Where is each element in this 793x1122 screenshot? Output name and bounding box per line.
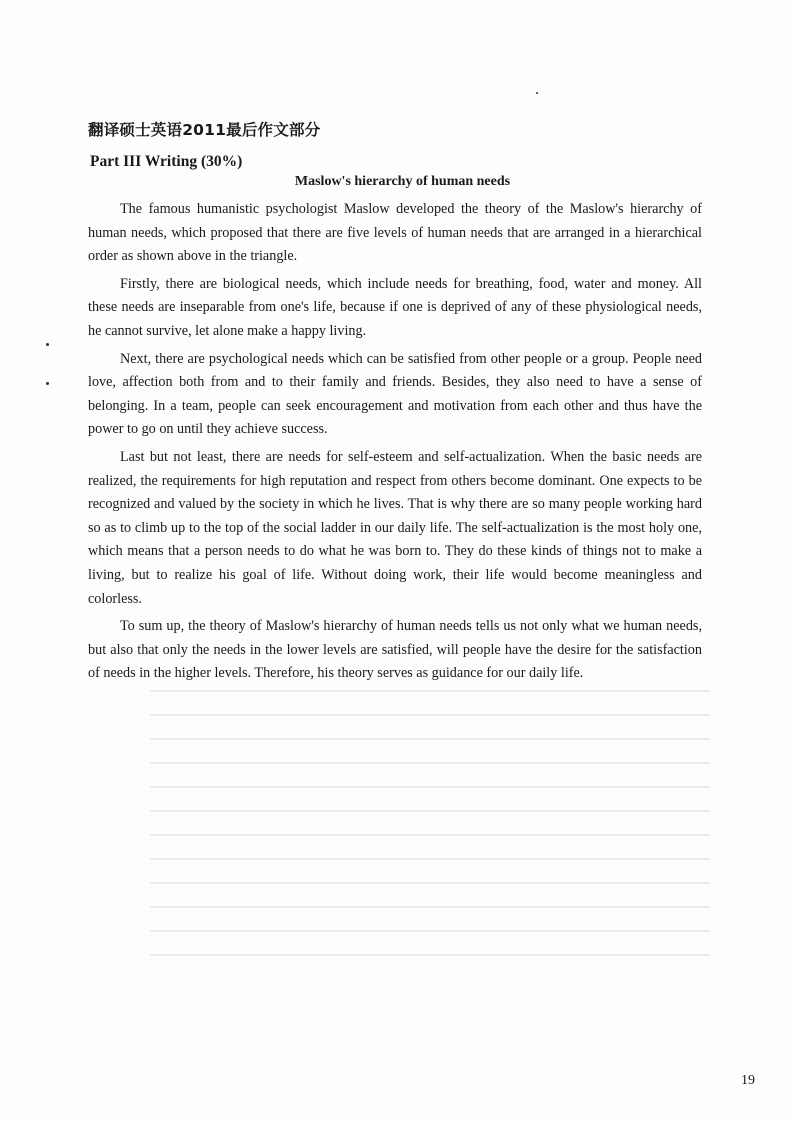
page-number: 19 xyxy=(741,1073,755,1088)
scan-speck xyxy=(536,92,538,94)
document-heading: 翻译硕士英语2011最后作文部分 xyxy=(88,121,321,139)
show-through-text xyxy=(150,690,710,1030)
essay-title: Maslow's hierarchy of human needs xyxy=(294,174,511,189)
scan-speck xyxy=(46,382,49,385)
essay-paragraph: Next, there are psychological needs which can be satisfied from other people or a group. People need love, affection both from and to their family and friends. Besides, they also need to have a sense of belonging. In a team, people can seek encouragement and motivation from each other and thus have the power to go on until they achieve success. xyxy=(88,350,702,438)
essay-paragraph: To sum up, the theory of Maslow's hierarchy of human needs tells us not only what we human needs, but also that only the needs in the lower levels are satisfied, will people have the desire for the satisfaction of needs in the higher levels. Therefore, his theory serves as guidance for our daily life. xyxy=(88,618,702,682)
essay-body xyxy=(88,198,702,690)
essay-paragraph: The famous humanistic psychologist Maslow developed the theory of the Maslow's hierarchy of human needs, which proposed that there are five levels of human needs that are arranged in a hierarchical order as shown above in the triangle. xyxy=(88,201,702,265)
essay-paragraph: Last but not least, there are needs for self-esteem and self-actualization. When the basic needs are realized, the requirements for high reputation and respect from others become dominant. One expects to be recognized and valued by the society in which he lives. That is why there are so many people working hard so as to climb up to the top of the social ladder in our daily life. The self-actualization is the most holy one, which means that a person needs to do what he was born to. They do these kinds of things not to make a living, but to realize his goal of life. Without doing work, their life would become meaningless and colorless. xyxy=(88,448,702,607)
section-title: Part III Writing (30%) xyxy=(90,153,243,170)
essay-paragraph: Firstly, there are biological needs, which include needs for breathing, food, water and money. All these needs are inseparable from one's life, because if one is deprived of any of these physiological needs, he cannot survive, let alone make a happy living. xyxy=(88,275,702,339)
scan-speck xyxy=(46,343,49,346)
